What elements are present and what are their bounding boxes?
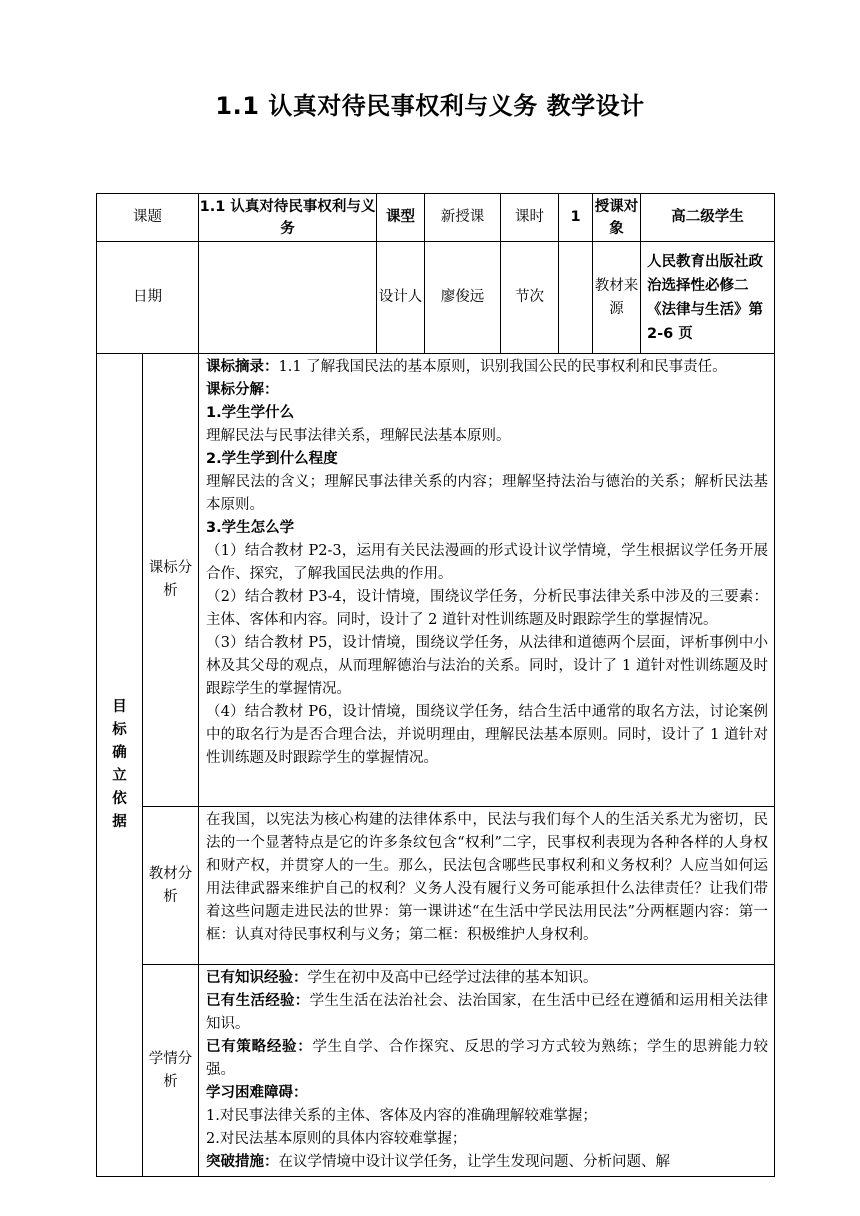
basis-label-char: 目 xyxy=(112,699,127,715)
textbook-text: 在我国，以宪法为核心构建的法律体系中，民法与我们每个人的生活关系尤为密切，民法的一个显著特点是它的许多条纹包含“权利”二字，民事权利表现为各种各样的人身权和财产权，并贯穿人的一生。那么，民法包含哪些民事权利和义务权利？人应当如何运用法律武器来维护自己的权利？义务人没有履行义务可能承担什么法律责任？让我们带着这些问题走进民法的世界：第一课讲述“在生活中学民法用民法”分两框题内容：第一框：认真对待民事权利与义务；第二框：积极维护人身权利。 xyxy=(206,812,768,943)
learner-breakthrough: 突破措施：在议学情境中设计议学任务，让学生发现问题、分析问题、解 xyxy=(206,1154,670,1170)
basis-label-char: 据 xyxy=(112,814,127,830)
standards-step-3: （3）结合教材 P5，设计情境，围绕议学任务，从法律和道德两个层面，评析事例中小林及其父母的观点，从而理解德治与法治的关系。同时，设计了 1 道针对性训练题及时跟踪学生的掌握情况。 xyxy=(206,635,768,697)
audience-label: 授课对象 xyxy=(593,194,641,242)
source-label: 教材来源 xyxy=(593,242,641,354)
page-title: 1.1 认真对待民事权利与义务 教学设计 xyxy=(215,92,645,120)
basis-label-char: 确 xyxy=(112,745,127,761)
header-row xyxy=(97,194,775,242)
designer-value: 廖俊远 xyxy=(425,242,501,354)
learner-difficulty-2: 2.对民法基本原则的具体内容较难掌握； xyxy=(206,1131,467,1147)
period-value: 1 xyxy=(559,194,593,242)
section-label: 节次 xyxy=(501,242,559,354)
designer-label: 设计人 xyxy=(377,242,425,354)
standards-breakdown-label: 课标分解： xyxy=(206,382,279,398)
textbook-content xyxy=(199,807,775,965)
source-value: 人民教育出版社政治选择性必修二《法律与生活》第 2-6 页 xyxy=(641,242,775,354)
learner-row xyxy=(97,965,775,1177)
date-value xyxy=(199,242,377,354)
period-label: 课时 xyxy=(501,194,559,242)
section-value xyxy=(559,242,593,354)
standards-step-1: （1）结合教材 P2-3，运用有关民法漫画的形式设计议学情境，学生根据议学任务开展合作、探究，了解我国民法典的作用。 xyxy=(206,543,768,582)
audience-value: 高二级学生 xyxy=(641,194,775,242)
standards-step-4: （4）结合教材 P6，设计情境，围绕议学任务，结合生活中通常的取名方法，讨论案例中的取名行为是否合理合法，并说明理由，理解民法基本原则。同时，设计了 1 道针对性训练题及时跟踪学生的掌握情况。 xyxy=(206,704,768,766)
date-label: 日期 xyxy=(97,242,199,354)
type-value: 新授课 xyxy=(425,194,501,242)
basis-label-char: 标 xyxy=(112,722,127,738)
textbook-label: 教材分析 xyxy=(143,807,199,965)
standards-row xyxy=(97,354,775,807)
lesson-plan-table xyxy=(96,193,775,1177)
topic-value: 1.1 认真对待民事权利与义务 xyxy=(199,194,377,242)
type-label: 课型 xyxy=(377,194,425,242)
standards-a1: 理解民法与民事法律关系，理解民法基本原则。 xyxy=(206,428,511,444)
learner-knowledge: 已有知识经验：学生在初中及高中已经学过法律的基本知识。 xyxy=(206,970,598,986)
standards-step-2: （2）结合教材 P3-4，设计情境，围绕议学任务，分析民事法律关系中涉及的三要素：主体、客体和内容。同时，设计了 2 道针对性训练题及时跟踪学生的掌握情况。 xyxy=(206,589,768,628)
basis-label-text xyxy=(97,696,142,834)
learner-difficulty-label: 学习困难障碍： xyxy=(206,1085,308,1101)
basis-label xyxy=(97,354,143,1177)
textbook-row xyxy=(97,807,775,965)
standards-excerpt: 课标摘录：1.1 了解我国民法的基本原则，识别我国公民的民事权利和民事责任。 xyxy=(206,359,727,375)
learner-difficulty-1: 1.对民事法律关系的主体、客体及内容的准确理解较难掌握； xyxy=(206,1108,597,1124)
standards-q1: 1.学生学什么 xyxy=(206,405,295,421)
learner-strategy: 已有策略经验：学生自学、合作探究、反思的学习方式较为熟练；学生的思辨能力较强。 xyxy=(206,1039,769,1078)
learner-content xyxy=(199,965,775,1177)
standards-label: 课标分析 xyxy=(143,354,199,807)
topic-label: 课题 xyxy=(97,194,199,242)
learner-life: 已有生活经验：学生生活在法治社会、法治国家，在生活中已经在遵循和运用相关法律知识。 xyxy=(206,993,769,1032)
standards-a2: 理解民法的含义；理解民事法律关系的内容；理解坚持法治与德治的关系；解析民法基本原则。 xyxy=(206,474,768,513)
info-row xyxy=(97,242,775,354)
basis-label-char: 立 xyxy=(112,768,127,784)
standards-q3: 3.学生怎么学 xyxy=(206,520,295,536)
standards-q2: 2.学生学到什么程度 xyxy=(206,451,338,467)
standards-content xyxy=(199,354,775,807)
basis-label-char: 依 xyxy=(112,791,127,807)
learner-label: 学情分析 xyxy=(143,965,199,1177)
